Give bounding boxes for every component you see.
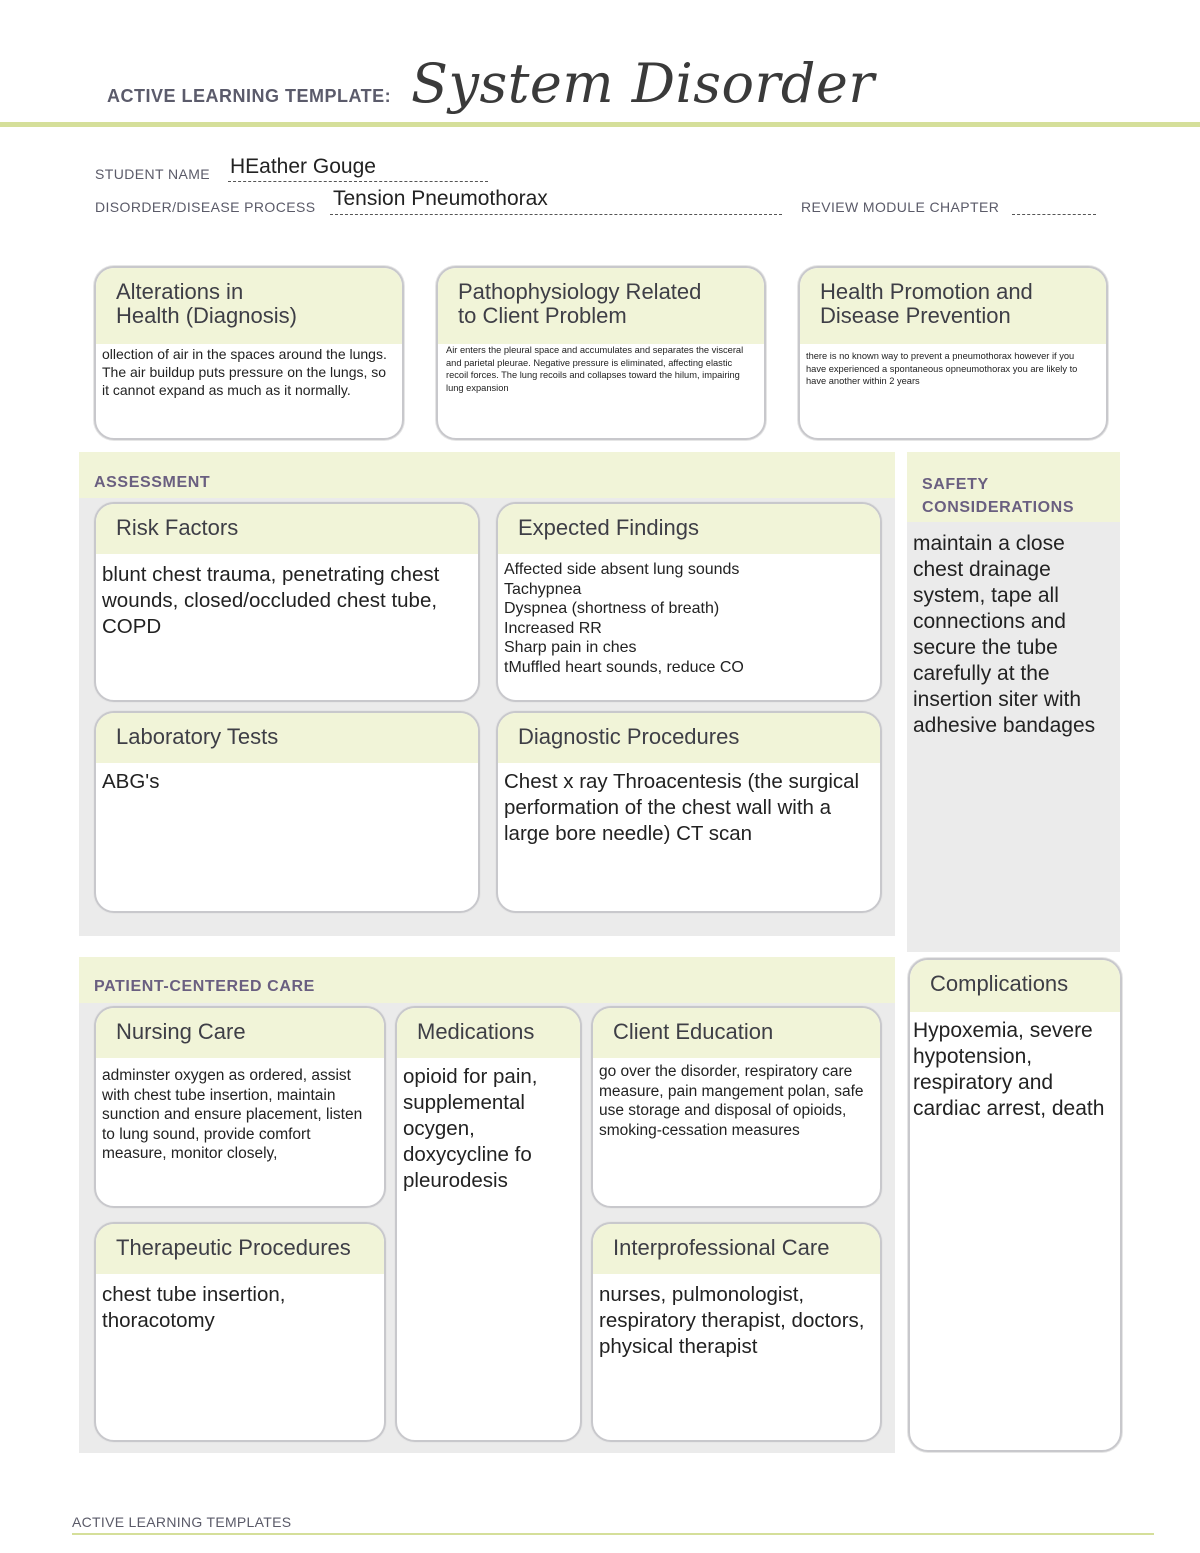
health-promotion-title-line1: Health Promotion and <box>820 279 1033 304</box>
health-promotion-text[interactable]: there is no known way to prevent a pneumothorax however if you have experienced a spontaneous opneumothorax you are likely to have another within 2 years <box>806 351 1078 386</box>
health-promotion-box <box>798 266 1108 440</box>
header-divider <box>0 122 1200 127</box>
safety-title-line2: CONSIDERATIONS <box>922 499 1075 516</box>
laboratory-tests-box <box>94 711 480 913</box>
nursing-care-box <box>94 1006 386 1208</box>
expected-findings-list[interactable] <box>498 554 880 677</box>
client-education-box <box>591 1006 882 1208</box>
expected-finding-item: Sharp pain in ches <box>504 639 637 656</box>
alterations-title-line1: Alterations in <box>116 279 244 304</box>
pathophysiology-title-line2: to Client Problem <box>458 303 627 328</box>
nursing-care-text[interactable]: adminster oxygen as ordered, assist with chest tube insertion, maintain sunction and ensure placement, listen to lung sound, provide comfort measure, monitor closely, <box>102 1067 363 1162</box>
alterations-title-line2: Health (Diagnosis) <box>116 303 297 328</box>
expected-finding-item: Increased RR <box>504 619 602 637</box>
nursing-care-title: Nursing Care <box>96 1008 384 1058</box>
therapeutic-procedures-box <box>94 1222 386 1442</box>
risk-factors-text[interactable]: blunt chest trauma, penetrating chest wounds, closed/occluded chest tube, COPD <box>102 563 440 638</box>
risk-factors-box <box>94 502 480 702</box>
pathophysiology-title-line1: Pathophysiology Related <box>458 279 702 304</box>
diagnostic-procedures-text[interactable]: Chest x ray Throacentesis (the surgical performation of the chest wall with a large bore needle) CT scan <box>504 770 860 845</box>
review-module-label: REVIEW MODULE CHAPTER <box>801 199 1000 215</box>
safety-title <box>922 473 1074 519</box>
risk-factors-title: Risk Factors <box>96 504 478 554</box>
complications-text[interactable]: Hypoxemia, severe hypotension, respiratory and cardiac arrest, death <box>913 1019 1105 1120</box>
client-education-text[interactable]: go over the disorder, respiratory care measure, pain mangement polan, safe use storage and disposal of opioids, smoking-cessation measures <box>599 1063 864 1139</box>
expected-finding-item: Dyspnea (shortness of breath) <box>504 600 720 617</box>
medications-title: Medications <box>397 1008 580 1058</box>
interprofessional-care-box <box>591 1222 882 1442</box>
template-label: ACTIVE LEARNING TEMPLATE: <box>107 86 392 106</box>
disorder-label: DISORDER/DISEASE PROCESS <box>95 199 316 215</box>
complications-title: Complications <box>910 960 1120 1012</box>
diagnostic-procedures-box <box>496 711 882 913</box>
disorder-underline <box>330 214 782 215</box>
alterations-box <box>94 266 404 440</box>
footer-label: ACTIVE LEARNING TEMPLATES <box>72 1514 292 1530</box>
student-name-field[interactable]: HEather Gouge <box>230 155 376 178</box>
client-education-title: Client Education <box>593 1008 880 1058</box>
interprofessional-care-title: Interprofessional Care <box>593 1224 880 1274</box>
review-module-underline <box>1012 214 1096 215</box>
health-promotion-title-line2: Disease Prevention <box>820 303 1011 328</box>
assessment-section-title: ASSESSMENT <box>94 474 211 491</box>
page-title: System Disorder <box>411 52 875 115</box>
expected-findings-box <box>496 502 882 702</box>
medications-text[interactable]: opioid for pain, supplemental ocygen, doxycycline fo pleurodesis <box>403 1065 538 1192</box>
laboratory-tests-text[interactable]: ABG's <box>102 770 160 793</box>
student-name-underline <box>228 181 488 182</box>
patient-centered-care-title: PATIENT-CENTERED CARE <box>94 978 315 995</box>
student-name-label: STUDENT NAME <box>95 166 210 182</box>
alterations-text[interactable]: ollection of air in the spaces around the lungs. The air buildup puts pressure on the lungs, so it cannot expand as much as it normally. <box>102 346 387 398</box>
safety-title-line1: SAFETY <box>922 476 989 493</box>
expected-finding-item: Tachypnea <box>504 580 582 598</box>
expected-finding-item: Affected side absent lung sounds <box>504 561 740 578</box>
footer-divider <box>72 1533 1154 1535</box>
safety-text[interactable]: maintain a close chest drainage system, tape all connections and secure the tube carefully at the insertion siter with adhesive bandages <box>913 532 1096 737</box>
pathophysiology-box <box>436 266 766 440</box>
diagnostic-procedures-title: Diagnostic Procedures <box>498 713 880 763</box>
complications-box <box>908 958 1122 1452</box>
expected-findings-title: Expected Findings <box>498 504 880 554</box>
medications-box <box>395 1006 582 1442</box>
interprofessional-care-text[interactable]: nurses, pulmonologist, respiratory therapist, doctors, physical therapist <box>599 1283 865 1358</box>
pathophysiology-text[interactable]: Air enters the pleural space and accumulates and separates the visceral and parietal pleurae. Negative pressure is eliminated, affecting elastic recoil forces. The lung recoils and collapses toward the hilum, impairing lung expansion <box>446 345 744 393</box>
laboratory-tests-title: Laboratory Tests <box>96 713 478 763</box>
therapeutic-procedures-text[interactable]: chest tube insertion, thoracotomy <box>102 1283 286 1332</box>
therapeutic-procedures-title: Therapeutic Procedures <box>96 1224 384 1274</box>
expected-finding-item: tMuffled heart sounds, reduce CO <box>504 658 744 676</box>
disorder-field[interactable]: Tension Pneumothorax <box>333 187 548 210</box>
